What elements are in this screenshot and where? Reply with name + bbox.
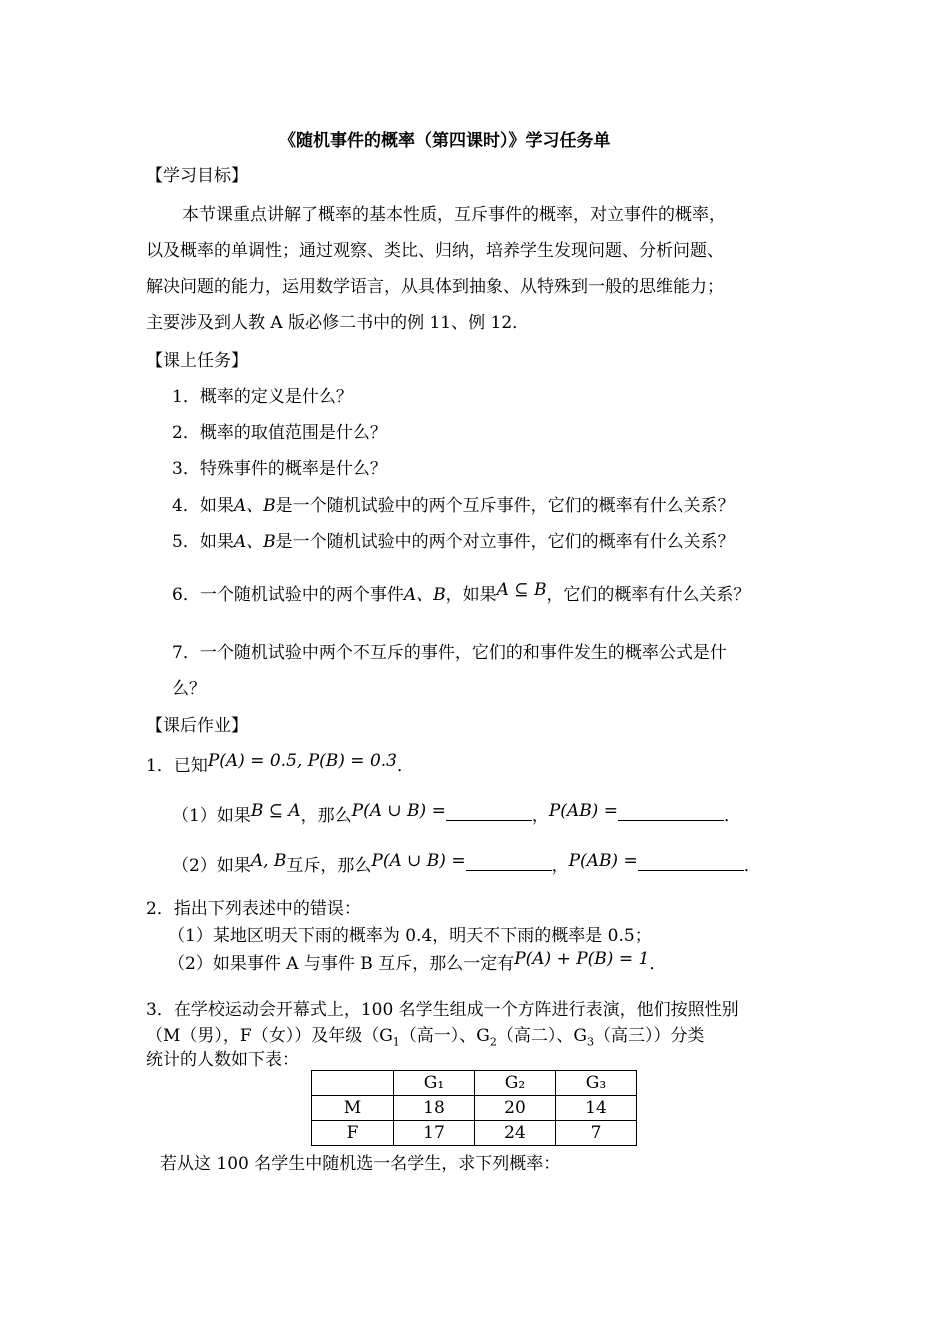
p2-2-end: ． [649,954,667,974]
table-header-cell [312,1071,394,1096]
p1a-mid: ，那么 [300,806,352,826]
p1b-prefix: （2）如果 [172,856,251,876]
table-cell: F [312,1121,394,1146]
table-header-row [312,1071,637,1096]
p1b-end: ． [743,856,761,876]
p1b-condition: A, B [250,851,287,871]
table-header-cell: G₁ [394,1071,475,1096]
p3-line2-part-d: （高三））分类 [593,1026,705,1046]
table-cell: 20 [475,1096,556,1121]
task-question-4 [172,495,735,517]
homework-problem-1a [172,801,741,827]
table-cell: 17 [394,1121,475,1146]
q4-events: A、B [233,496,276,516]
tasks-heading: 【课上任务】 [146,351,248,371]
table-row [312,1121,637,1146]
page-title: 《随机事件的概率（第四课时）》学习任务单 [279,131,611,151]
table-cell: 18 [394,1096,475,1121]
table-cell: M [312,1096,394,1121]
p3-line2-part-c: （高二）、G [496,1026,587,1046]
q6-formula: A ⊆ B [496,580,547,600]
homework-problem-1 [146,751,414,777]
goals-line-4: 主要涉及到人教 A 版必修二书中的例 11、例 12． [146,313,530,333]
homework-problem-2-item-1: （1）某地区明天下雨的概率为 0.4，明天不下雨的概率是 0.5； [168,926,652,946]
table-cell: 7 [556,1121,637,1146]
q5-suffix: 是一个随机试验中的两个对立事件，它们的概率有什么关系？ [275,532,735,552]
task-question-6 [172,580,751,606]
homework-problem-1b [172,851,761,877]
table-cell: 24 [475,1121,556,1146]
p1-formula: P(A) = 0.5, P(B) = 0.3 [207,751,397,771]
p1b-separator: ， [551,856,569,876]
p1a-formula-product: P(AB) = [548,801,618,821]
table-row [312,1096,637,1121]
goals-line-1: 本节课重点讲解了概率的基本性质，互斥事件的概率，对立事件的概率， [182,205,726,225]
q5-events: A、B [233,532,276,552]
q6-suffix: ，它们的概率有什么关系？ [546,585,751,605]
p3-line2-part-a: （M（男），F（女））及年级（G [146,1026,393,1046]
homework-problem-2-title: 2．指出下列表述中的错误： [146,899,361,919]
p1b-answer-blank-2[interactable] [638,856,744,871]
p1b-mid: 互斥，那么 [286,856,372,876]
p1a-separator: ， [531,806,549,826]
p1a-end: ． [723,806,741,826]
q4-suffix: 是一个随机试验中的两个互斥事件，它们的概率有什么关系？ [275,496,735,516]
task-question-5 [172,531,735,553]
q5-prefix: 5．如果 [172,532,234,552]
task-question-2: 2．概率的取值范围是什么？ [172,423,387,443]
homework-problem-3-line-3: 统计的人数如下表： [146,1050,299,1070]
table-cell: 14 [556,1096,637,1121]
p1b-formula-product: P(AB) = [568,851,638,871]
q6-events: A、B [403,585,446,605]
p1-end: ． [397,756,414,776]
task-question-7-line-1: 7．一个随机试验中两个不互斥的事件，它们的和事件发生的概率公式是什 [172,643,727,663]
p1b-answer-blank-1[interactable] [466,856,552,871]
table-header-cell: G₃ [556,1071,637,1096]
goals-heading: 【学习目标】 [146,166,248,186]
p3-sub-2: 2 [489,1035,497,1049]
table-header-cell: G₂ [475,1071,556,1096]
p1a-condition: B ⊆ A [250,801,301,821]
grade-gender-table [311,1070,637,1146]
task-question-1: 1．概率的定义是什么？ [172,387,353,407]
p3-sub-1: 1 [392,1035,400,1049]
p1a-answer-blank-1[interactable] [446,806,532,821]
p3-sub-3: 3 [586,1035,594,1049]
p2-2-formula: P(A) + P(B) = 1 [514,949,650,969]
task-question-3: 3．特殊事件的概率是什么？ [172,459,387,479]
q4-prefix: 4．如果 [172,496,234,516]
p1a-answer-blank-2[interactable] [618,806,724,821]
q6-prefix: 6．一个随机试验中的两个事件 [172,585,404,605]
p3-line2-part-b: （高一）、G [399,1026,490,1046]
p1a-prefix: （1）如果 [172,806,251,826]
p1-prefix: 1．已知 [146,756,208,776]
homework-problem-2-item-2 [168,949,667,975]
homework-problem-3-line-1: 3．在学校运动会开幕式上，100 名学生组成一个方阵进行表演，他们按照性别 [146,1000,739,1020]
q6-mid: ，如果 [445,585,497,605]
p1a-formula-union: P(A ∪ B) = [351,801,446,821]
homework-heading: 【课后作业】 [146,716,248,736]
p1b-formula-union: P(A ∪ B) = [371,851,466,871]
p2-2-prefix: （2）如果事件 A 与事件 B 互斥，那么一定有 [168,954,515,974]
homework-problem-3-question: 若从这 100 名学生中随机选一名学生，求下列概率： [160,1154,561,1174]
task-question-7-line-2: 么？ [172,679,206,699]
goals-line-3: 解决问题的能力，运用数学语言，从具体到抽象、从特殊到一般的思维能力； [146,277,724,297]
goals-line-2: 以及概率的单调性；通过观察、类比、归纳，培养学生发现问题、分析问题、 [146,241,724,261]
